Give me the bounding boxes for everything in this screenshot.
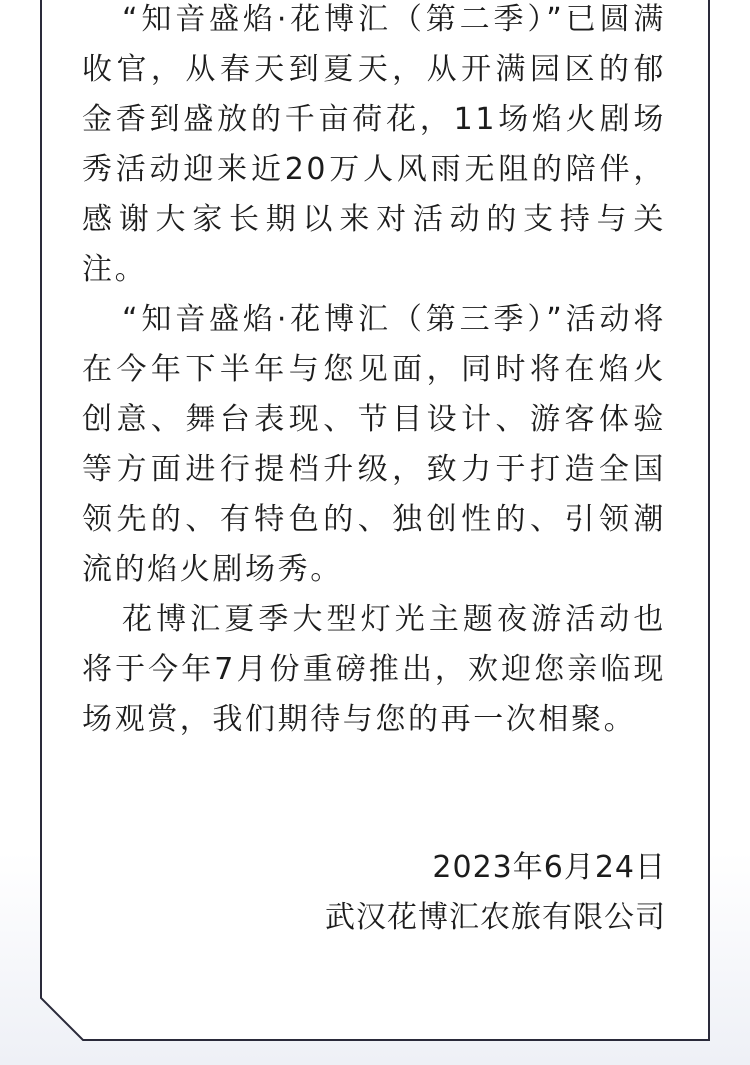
signature-organization: 武汉花博汇农旅有限公司 bbox=[325, 900, 666, 935]
signature-date: 2023年6月24日 bbox=[432, 850, 666, 885]
notice-body bbox=[82, 0, 666, 745]
paragraph-season-two-summary: “知音盛焰·花博汇（第二季）”已圆满收官，从春天到夏天，从开满园区的郁金香到盛放的千亩荷花，11场焰火剧场秀活动迎来近20万人风雨无阻的陪伴，感谢大家长期以来对活动的支持与关注。 bbox=[82, 2, 666, 287]
paragraph-season-three-preview: “知音盛焰·花博汇（第三季）”活动将在今年下半年与您见面，同时将在焰火创意、舞台表现、节目设计、游客体验等方面进行提档升级，致力于打造全国领先的、有特色的、独创性的、引领潮流的焰火剧场秀。 bbox=[82, 302, 666, 587]
signature-block bbox=[325, 843, 666, 943]
paragraph-summer-night-tour: 花博汇夏季大型灯光主题夜游活动也将于今年7月份重磅推出，欢迎您亲临现场观赏，我们期待与您的再一次相聚。 bbox=[82, 602, 666, 737]
